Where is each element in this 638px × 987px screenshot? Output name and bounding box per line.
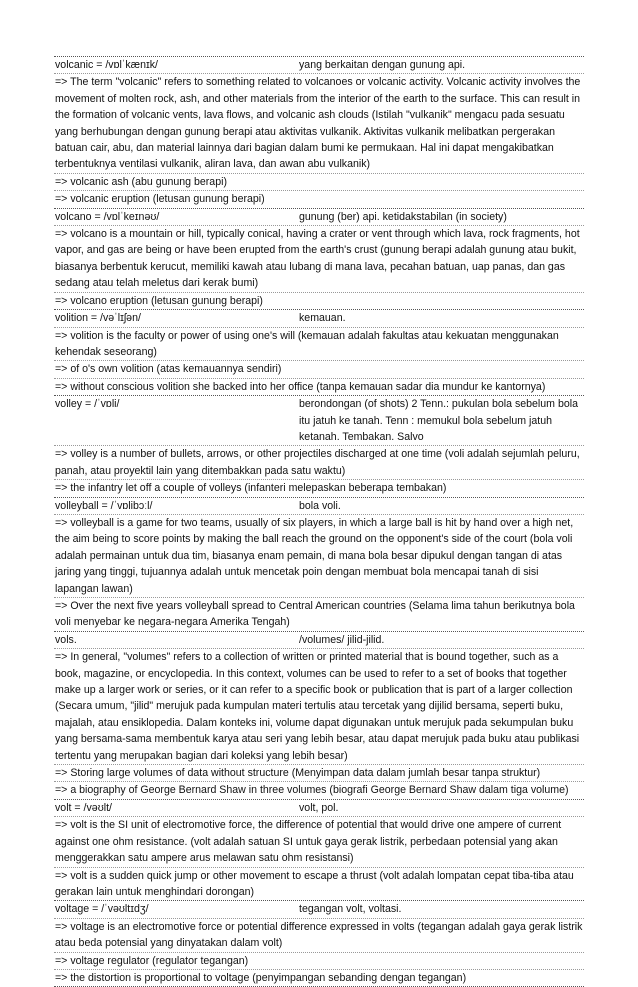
- dictionary-entry: [54, 56, 584, 208]
- entry-line: => Over the next five years volleyball spread to Central American countries (Selama lima tahun berikutnya bola voli menyebar ke negara-negara Amerika Tengah): [55, 600, 575, 629]
- entry-term: volcano = /vɒlˈkeɪnəʊ/: [55, 210, 160, 223]
- entry-header: [54, 310, 584, 327]
- entry-translation: tegangan volt, voltasi.: [299, 903, 402, 916]
- entry-translation: berondongan (of shots) 2 Tenn.: pukulan bola sebelum bola itu jatuh ke tanah. Tenn : memukul bola sebelum jatuh ketanah. Tembakan. Salvo: [299, 398, 578, 443]
- entry-translation: volt, pol.: [299, 801, 339, 814]
- dictionary-entry: [54, 208, 584, 309]
- dictionary-entry: [54, 631, 584, 799]
- entry-line: => Storing large volumes of data without structure (Menyimpan data dalam jumlah besar tanpa struktur): [54, 765, 584, 782]
- entry-line: => volt is the SI unit of electromotive force, the difference of potential that would drive one ampere of current against one ohm resistance. (volt adalah satuan SI untuk gaya gerak listrik, perbedaan potensial yang akan menggerakkan satu ampere arus melawan satu ohm resistansi): [54, 817, 584, 867]
- entry-header: [54, 498, 584, 515]
- entry-header: [54, 800, 584, 817]
- entry-line: => without conscious volition she backed into her office (tanpa kemauan sadar dia mundur ke kantornya): [55, 380, 546, 393]
- dictionary-entry: [54, 497, 584, 631]
- dictionary-entry: [54, 309, 584, 395]
- dictionary-entry: [54, 799, 584, 900]
- entry-line: => volcanic ash (abu gunung berapi): [54, 174, 584, 191]
- entry-line: => of o's own volition (atas kemauannya sendiri): [54, 361, 584, 378]
- entry-line: => In general, "volumes" refers to a collection of written or printed material that is bound together, such as a book, magazine, or encyclopedia. In this context, volumes can be used to refer to a set of books that together make up a larger work or series, or it can refer to a specific book or publication that is part of a larger collection (Secara umum, "jilid" merujuk pada kumpulan materi tertulis atau tercetak yang dijilid bersama, seperti buku, majalah, atau ensiklopedia. Dalam konteks ini, volume dapat digunakan untuk merujuk pada sekumpulan buku yang bersama-sama membentuk karya atau seri yang lebih besar, atau dapat merujuk pada buku atau publikasi tertentu yang merupakan bagian dari koleksi yang lebih besar): [54, 649, 584, 765]
- dictionary-entry: [54, 900, 584, 987]
- entry-line: => voltage regulator (regulator tegangan): [54, 953, 584, 970]
- dictionary-page: [54, 56, 584, 987]
- entry-translation: bola voli.: [299, 499, 341, 512]
- entry-header: [54, 901, 584, 918]
- entry-translation: yang berkaitan dengan gunung api.: [299, 59, 466, 71]
- entry-term: vols.: [55, 633, 77, 646]
- entry-line: => The term "volcanic" refers to something related to volcanoes or volcanic activity. Volcanic activity involves the movement of molten rock, ash, and other materials from the interior of the earth to the surface. This can result in the formation of volcanic vents, lava flows, and volcanic ash clouds (Istilah "vulkanik" mengacu pada sesuatu yang berhubungan dengan gunung berapi atau aktivitas vulkanik. Aktivitas vulkanik melibatkan pergerakan batuan cair, abu, dan material lainnya dari bagian dalam bumi ke permukaan. Hal ini dapat mengakibatkan terbentuknya ventilasi vulkanik, aliran lava, dan awan abu vulkanik): [54, 74, 584, 173]
- entry-line: => the distortion is proportional to voltage (penyimpangan sebanding dengan tegangan): [55, 971, 467, 984]
- entry-term: voltage = /ˈvəʊltɪdʒ/: [55, 903, 149, 916]
- entry-translation: kemauan.: [299, 312, 346, 325]
- entry-header: [54, 396, 584, 446]
- entry-line: => volcano eruption (letusan gunung berapi): [55, 294, 263, 307]
- dictionary-entry: [54, 395, 584, 496]
- entry-translation: /volumes/ jilid-jilid.: [299, 633, 385, 646]
- entry-term: volition = /vəˈlɪʃən/: [55, 312, 141, 325]
- entry-line: => volley is a number of bullets, arrows, or other projectiles discharged at one time (voli adalah sejumlah peluru, panah, atau proyektil lain yang ditembakkan pada satu waktu): [54, 446, 584, 480]
- entry-line: => the infantry let off a couple of volleys (infanteri melepaskan beberapa tembakan): [55, 482, 447, 495]
- entry-term: volcanic = /vɒlˈkænɪk/: [55, 59, 158, 71]
- entry-translation: gunung (ber) api. ketidakstabilan (in society): [299, 210, 507, 223]
- entry-header: [54, 209, 584, 226]
- entry-header: [54, 632, 584, 649]
- entry-term: volt = /vəʊlt/: [55, 801, 112, 814]
- entry-line: => volt is a sudden quick jump or other movement to escape a thrust (volt adalah lompatan cepat tiba-tiba atau gerakan lain untuk menghindari dorongan): [55, 869, 574, 898]
- entry-header: [54, 57, 584, 74]
- entry-line: => volcano is a mountain or hill, typically conical, having a crater or vent through which lava, rock fragments, hot vapor, and gas are being or have been erupted from the earth's crust (gunung berapi adalah gunung atau bukit, biasanya berbentuk kerucut, memiliki kawah atau lubang di mana lava, pecahan batuan, uap panas, dan gas sedang atau telah meletus dari kerak bumi): [54, 226, 584, 293]
- entry-term: volley = /ˈvɒli/: [55, 398, 120, 411]
- entry-line: => a biography of George Bernard Shaw in three volumes (biografi George Bernard Shaw dalam tiga volume): [55, 784, 569, 797]
- entry-line: => volition is the faculty or power of using one's will (kemauan adalah fakultas atau kekuatan menggunakan kehendak seseorang): [54, 328, 584, 362]
- entry-line: => voltage is an electromotive force or potential difference expressed in volts (tegangan adalah gaya gerak listrik atau beda potensial yang dinyatakan dalam volt): [54, 919, 584, 953]
- entry-line: => volleyball is a game for two teams, usually of six players, in which a large ball is hit by hand over a high net, the aim being to score points by making the ball reach the ground on the opponent's side of the court (bola voli adalah permainan untuk dua tim, biasanya enam pemain, di mana bola besar dipukul dengan tangan di atas jaring yang tinggi, tujuannya adalah untuk mencetak poin dengan membuat bola mencapai tanah di sisi lapangan lawan): [54, 515, 584, 598]
- entry-line: => volcanic eruption (letusan gunung berapi): [55, 193, 265, 206]
- entry-term: volleyball = /ˈvɒlibɔːl/: [55, 499, 153, 512]
